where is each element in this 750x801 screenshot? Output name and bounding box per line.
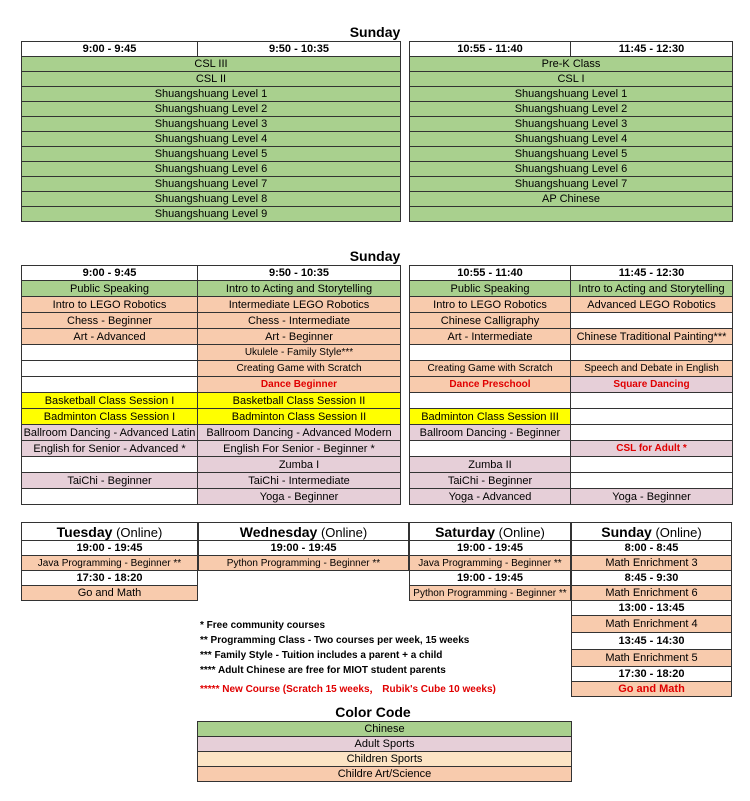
class-cell: Zumba II — [410, 457, 571, 473]
class-cell: Art - Beginner — [198, 329, 401, 345]
class-cell: Shuangshuang Level 1 — [410, 87, 733, 102]
class-cell: Ballroom Dancing - Beginner — [410, 425, 571, 441]
class-cell: CSL for Adult * — [571, 441, 733, 457]
class-cell: Pre-K Class — [410, 57, 733, 72]
footnote: *** Family Style - Tuition includes a parent + a child — [200, 650, 443, 661]
class-cell: Shuangshuang Level 2 — [410, 102, 733, 117]
day-header: Tuesday (Online) — [22, 523, 198, 541]
legend-chinese: Chinese — [198, 722, 572, 737]
class-cell: Art - Intermediate — [410, 329, 571, 345]
class-cell: Badminton Class Session II — [198, 409, 401, 425]
empty-cell — [410, 441, 571, 457]
legend-adult-sports: Adult Sports — [198, 737, 572, 752]
class-cell: Shuangshuang Level 4 — [410, 132, 733, 147]
class-cell: Intro to LEGO Robotics — [410, 297, 571, 313]
time-cell: 17:30 - 18:20 — [22, 571, 198, 586]
empty-cell — [571, 457, 733, 473]
day-header: Sunday (Online) — [572, 523, 732, 541]
empty-cell — [22, 361, 198, 377]
class-cell: Shuangshuang Level 7 — [22, 177, 401, 192]
class-cell: Math Enrichment 5 — [572, 650, 732, 667]
class-cell: CSL I — [410, 72, 733, 87]
class-cell: Intermediate LEGO Robotics — [198, 297, 401, 313]
time-header: 10:55 - 11:40 — [410, 42, 571, 57]
time-cell: 19:00 - 19:45 — [410, 571, 571, 586]
time-cell: 13:45 - 14:30 — [572, 633, 732, 650]
class-cell: AP Chinese — [410, 192, 733, 207]
class-cell: Shuangshuang Level 3 — [410, 117, 733, 132]
class-cell: Shuangshuang Level 2 — [22, 102, 401, 117]
saturday-online-table — [409, 522, 571, 601]
tuesday-online-table — [21, 522, 198, 601]
empty-cell — [571, 393, 733, 409]
time-cell: 8:45 - 9:30 — [572, 571, 732, 586]
empty-cell — [22, 457, 198, 473]
class-cell: Java Programming - Beginner ** — [410, 556, 571, 571]
empty-cell — [571, 473, 733, 489]
class-cell: Zumba I — [198, 457, 401, 473]
day-header: Saturday (Online) — [410, 523, 571, 541]
class-cell: Public Speaking — [22, 281, 198, 297]
class-cell: TaiChi - Beginner — [22, 473, 198, 489]
class-cell: CSL II — [22, 72, 401, 87]
class-cell: Shuangshuang Level 5 — [22, 147, 401, 162]
color-code-title: Color Code — [335, 704, 411, 720]
class-cell: TaiChi - Intermediate — [198, 473, 401, 489]
class-cell: Shuangshuang Level 6 — [410, 162, 733, 177]
class-cell: Shuangshuang Level 8 — [22, 192, 401, 207]
class-cell: Python Programming - Beginner ** — [410, 586, 571, 601]
class-cell: Advanced LEGO Robotics — [571, 297, 733, 313]
class-cell: Art - Advanced — [22, 329, 198, 345]
sunday-online-table — [571, 522, 732, 697]
class-cell: English for Senior - Advanced * — [22, 441, 198, 457]
class-cell: Shuangshuang Level 5 — [410, 147, 733, 162]
class-cell: Dance Beginner — [198, 377, 401, 393]
class-cell: Go and Math — [572, 682, 732, 697]
class-cell: Square Dancing — [571, 377, 733, 393]
class-cell: Speech and Debate in English — [571, 361, 733, 377]
empty-cell — [410, 345, 571, 361]
time-cell: 13:00 - 13:45 — [572, 601, 732, 616]
empty-cell — [571, 409, 733, 425]
legend-children-sports: Children Sports — [198, 752, 572, 767]
class-cell: Yoga - Beginner — [198, 489, 401, 505]
time-header: 11:45 - 12:30 — [571, 266, 733, 281]
empty-cell — [571, 313, 733, 329]
class-cell — [410, 207, 733, 222]
empty-cell — [22, 345, 198, 361]
class-cell: Creating Game with Scratch — [410, 361, 571, 377]
empty-cell — [571, 425, 733, 441]
class-cell: Shuangshuang Level 6 — [22, 162, 401, 177]
class-cell: CSL III — [22, 57, 401, 72]
time-cell: 17:30 - 18:20 — [572, 667, 732, 682]
class-cell: Ballroom Dancing - Advanced Latin — [22, 425, 198, 441]
empty-cell — [22, 377, 198, 393]
chinese-schedule-table — [21, 41, 733, 222]
empty-cell — [410, 393, 571, 409]
time-cell: 19:00 - 19:45 — [22, 541, 198, 556]
color-code-legend — [197, 721, 572, 782]
class-cell: Chess - Beginner — [22, 313, 198, 329]
class-cell: Intro to Acting and Storytelling — [198, 281, 401, 297]
class-cell: Badminton Class Session I — [22, 409, 198, 425]
class-cell: Chess - Intermediate — [198, 313, 401, 329]
enrichment-schedule-table — [21, 265, 733, 505]
time-header: 9:50 - 10:35 — [198, 42, 401, 57]
class-cell: Math Enrichment 3 — [572, 556, 732, 571]
footnote: ** Programming Class - Two courses per week, 15 weeks — [200, 635, 470, 646]
footnote: ***** New Course (Scratch 15 weeks， Rubik's Cube 10 weeks) — [200, 684, 496, 695]
class-cell: Basketball Class Session II — [198, 393, 401, 409]
empty-cell — [22, 489, 198, 505]
footnote: * Free community courses — [200, 620, 326, 631]
class-cell: Ballroom Dancing - Advanced Modern — [198, 425, 401, 441]
class-cell: Basketball Class Session I — [22, 393, 198, 409]
legend-children-art-science: Childre Art/Science — [198, 767, 572, 782]
class-cell: Badminton Class Session III — [410, 409, 571, 425]
class-cell: Shuangshuang Level 1 — [22, 87, 401, 102]
time-cell: 19:00 - 19:45 — [199, 541, 409, 556]
class-cell: Creating Game with Scratch — [198, 361, 401, 377]
class-cell: Ukulele - Family Style*** — [198, 345, 401, 361]
class-cell: Chinese Calligraphy — [410, 313, 571, 329]
class-cell: Yoga - Advanced — [410, 489, 571, 505]
class-cell: Intro to LEGO Robotics — [22, 297, 198, 313]
class-cell: TaiChi - Beginner — [410, 473, 571, 489]
class-cell: Shuangshuang Level 4 — [22, 132, 401, 147]
class-cell: Go and Math — [22, 586, 198, 601]
class-cell: Intro to Acting and Storytelling — [571, 281, 733, 297]
empty-cell — [571, 345, 733, 361]
time-header: 9:50 - 10:35 — [198, 266, 401, 281]
class-cell: Java Programming - Beginner ** — [22, 556, 198, 571]
time-header: 10:55 - 11:40 — [410, 266, 571, 281]
class-cell: Python Programming - Beginner ** — [199, 556, 409, 571]
time-header: 9:00 - 9:45 — [22, 42, 198, 57]
footnote: **** Adult Chinese are free for MIOT student parents — [200, 665, 446, 676]
time-header: 9:00 - 9:45 — [22, 266, 198, 281]
class-cell: Dance Preschool — [410, 377, 571, 393]
class-cell: Math Enrichment 6 — [572, 586, 732, 601]
class-cell: Shuangshuang Level 7 — [410, 177, 733, 192]
day-header: Wednesday (Online) — [199, 523, 409, 541]
class-cell: Public Speaking — [410, 281, 571, 297]
table1-title: Sunday — [349, 24, 401, 40]
time-header: 11:45 - 12:30 — [571, 42, 733, 57]
wednesday-online-table — [198, 522, 409, 571]
time-cell: 8:00 - 8:45 — [572, 541, 732, 556]
time-cell: 19:00 - 19:45 — [410, 541, 571, 556]
class-cell: Shuangshuang Level 9 — [22, 207, 401, 222]
class-cell: Shuangshuang Level 3 — [22, 117, 401, 132]
class-cell: Yoga - Beginner — [571, 489, 733, 505]
class-cell: Math Enrichment 4 — [572, 616, 732, 633]
table2-title: Sunday — [349, 248, 401, 264]
class-cell: English For Senior - Beginner * — [198, 441, 401, 457]
class-cell: Chinese Traditional Painting*** — [571, 329, 733, 345]
